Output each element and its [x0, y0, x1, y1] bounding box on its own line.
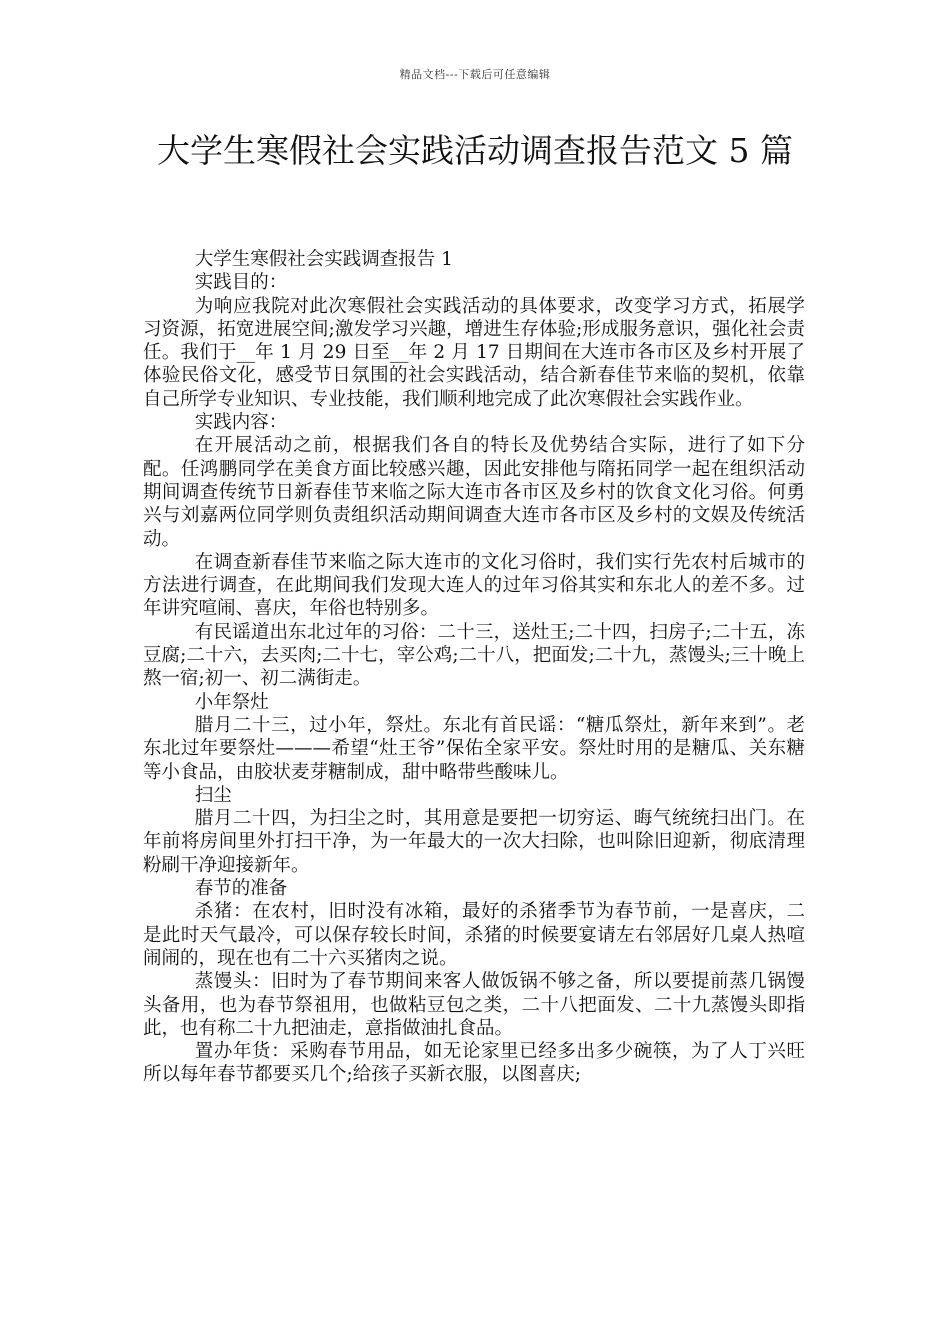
paragraph-new-year-goods: 置办年货：采购春节用品，如无论家里已经多出多少碗筷，为了人丁兴旺所以每年春节都要买几个;给孩子买新衣服，以图喜庆; — [143, 1041, 805, 1086]
paragraph-pig-slaughter: 杀猪：在农村，旧时没有冰箱，最好的杀猪季节为春节前，一是喜庆，二是此时天气最冷，可以保存较长时间，杀猪的时候要宴请左右邻居好几桌人热喧闹闹的，现在也有二十六买猪肉之说。 — [143, 901, 805, 969]
paragraph-purpose: 为响应我院对此次寒假社会实践活动的具体要求，改变学习方式，拓展学习资源，拓宽进展空间;激发学习兴趣，增进生存体验;形成服务意识，强化社会责任。我们于__年 1 月 29 日至__年 2 月 17 日期间在大连市各市区及乡村开展了体验民俗文化，感受节日氛围的社会实践活动，结合新春佳节来临的契机，依靠自己所学专业知识、专业技能，我们顺利地完成了此次寒假社会实践作业。 — [143, 295, 805, 410]
section-heading-sweeping: 扫尘 — [194, 784, 232, 806]
document-title: 大学生寒假社会实践活动调查报告范文 5 篇 — [157, 131, 793, 170]
paragraph-kitchen-god: 腊月二十三，过小年，祭灶。东北有首民谣：“糖瓜祭灶，新年来到”。老东北过年要祭灶———希望“灶王爷”保佑全家平安。祭灶时用的是糖瓜、关东糖等小食品，由胶状麦芽糖制成，甜中略带些酸味儿。 — [143, 714, 805, 783]
report-subtitle: 大学生寒假社会实践调查报告 1 — [194, 249, 453, 270]
section-heading-purpose: 实践目的： — [194, 272, 288, 294]
paragraph-survey-method: 在调查新春佳节来临之际大连市的文化习俗时，我们实行先农村后城市的方法进行调查，在此期间我们发现大连人的过年习俗其实和东北人的差不多。过年讲究喧闹、喜庆，年俗也特别多。 — [143, 551, 805, 620]
header-note: 精品文档---下载后可任意编辑 — [399, 68, 551, 81]
paragraph-steamed-buns: 蒸馒头：旧时为了春节期间来客人做饭锅不够之备，所以要提前蒸几锅馒头备用，也为春节祭祖用，也做粘豆包之类，二十八把面发、二十九蒸馒头即指此，也有称二十九把油走，意指做油扎食品。 — [143, 971, 805, 1039]
paragraph-task-allocation: 在开展活动之前，根据我们各自的特长及优势结合实际，进行了如下分配。任鸿鹏同学在美食方面比较感兴趣，因此安排他与隋拓同学一起在组织活动期间调查传统节日新春佳节来临之际大连市各市区及乡村的饮食文化习俗。何勇兴与刘嘉两位同学则负责组织活动期间调查大连市各市区及乡村的文娱及传统活动。 — [143, 435, 805, 550]
section-heading-preparation: 春节的准备 — [194, 878, 288, 900]
section-heading-content: 实践内容： — [194, 412, 288, 434]
paragraph-folk-rhyme: 有民谣道出东北过年的习俗：二十三，送灶王;二十四，扫房子;二十五，冻豆腐;二十六，去买肉;二十七，宰公鸡;二十八，把面发;二十九，蒸馒头;三十晚上熬一宿;初一、初二满街走。 — [143, 621, 805, 690]
paragraph-sweeping: 腊月二十四，为扫尘之时，其用意是要把一切穷运、晦气统统扫出门。在年前将房间里外打扫干净，为一年最大的一次大扫除，也叫除旧迎新，彻底清理粉刷干净迎接新年。 — [143, 808, 805, 876]
document-body — [143, 248, 805, 1087]
section-heading-kitchen-god: 小年祭灶 — [194, 691, 269, 713]
